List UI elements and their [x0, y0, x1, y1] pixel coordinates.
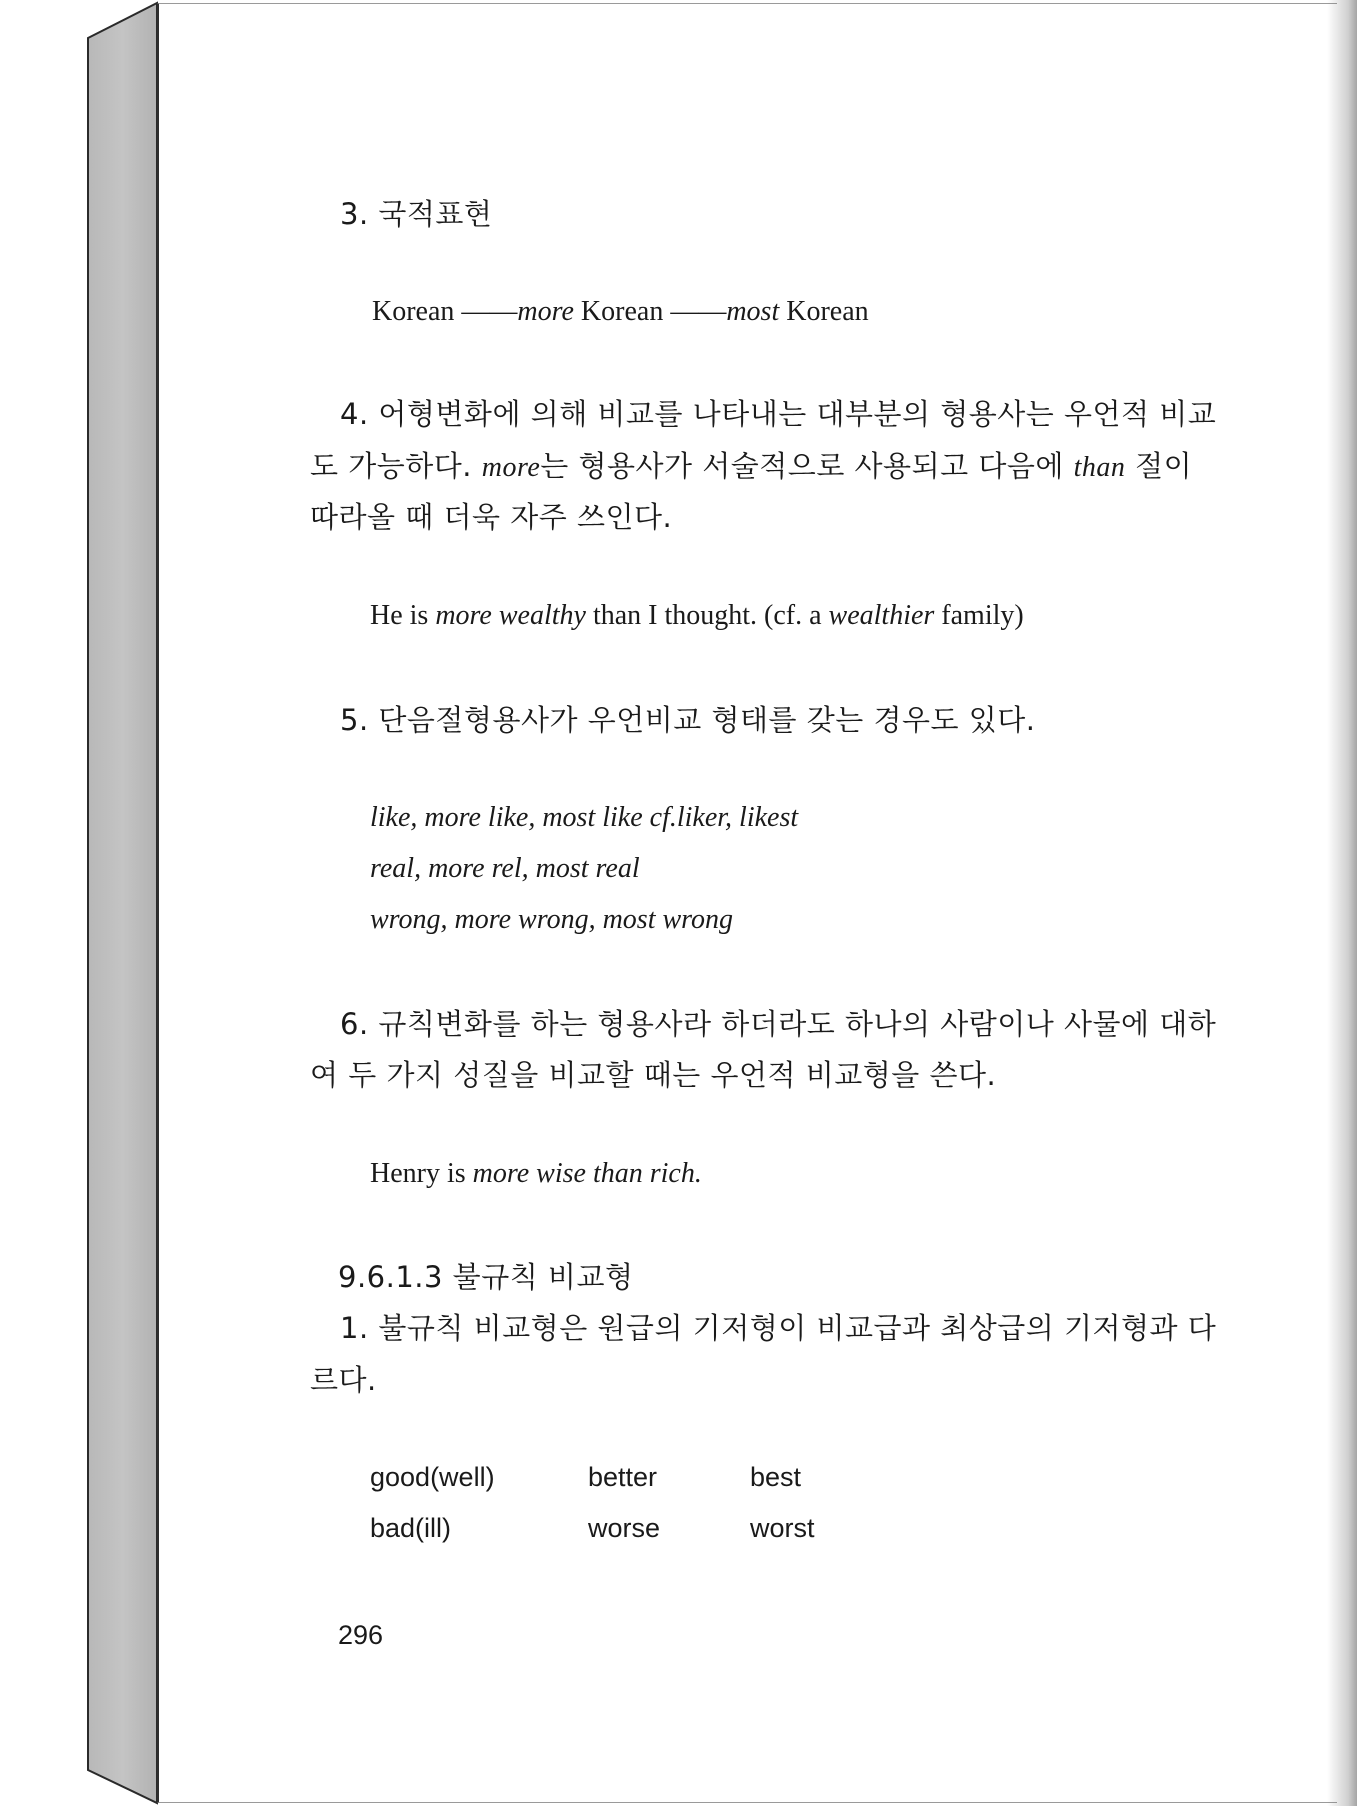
text-segment: 도 가능하다. [310, 449, 482, 483]
section-4-example [370, 602, 1024, 630]
example-word: Korean [580, 296, 664, 327]
section-5-row-1: like, more like, most like cf.liker, likest [370, 802, 799, 833]
section-4-line-2 [310, 449, 1193, 483]
section-5-row-2: real, more rel, most real [370, 853, 640, 884]
table-cell-positive: good(well) [370, 1462, 495, 1492]
example-dash: —— [461, 296, 518, 327]
example-word: Korean [372, 296, 455, 327]
subsection-heading: 9.6.1.3 불규칙 비교형 [338, 1260, 634, 1294]
table-cell-comparative: better [588, 1462, 658, 1492]
text-segment: Henry is [370, 1158, 473, 1189]
table-cell-superlative: best [750, 1462, 802, 1492]
table-cell-positive: bad(ill) [370, 1513, 452, 1543]
text-segment: than I thought. (cf. a [585, 600, 829, 631]
section-4-line-3: 따라올 때 더욱 자주 쓰인다. [310, 500, 673, 534]
section-5-row-3: wrong, more wrong, most wrong [370, 904, 734, 935]
example-word: Korean [786, 296, 869, 327]
table-cell-comparative: worse [588, 1513, 661, 1543]
subsection-line-2: 르다. [310, 1363, 377, 1397]
section-6-line-2: 여 두 가지 성질을 비교할 때는 우언적 비교형을 쓴다. [310, 1058, 997, 1092]
table-cell-superlative: worst [750, 1513, 815, 1543]
example-word-italic: more [517, 296, 574, 327]
page-number: 296 [338, 1620, 384, 1650]
text-italic-term: than [1073, 452, 1126, 483]
subsection-line-1: 1. 불규칙 비교형은 원급의 기저형이 비교급과 최상급의 기저형과 다 [340, 1311, 1217, 1345]
section-6-line-1: 6. 규칙변화를 하는 형용사라 하더라도 하나의 사람이나 사물에 대하 [340, 1007, 1217, 1041]
section-6-example [370, 1160, 702, 1188]
example-dash: —— [670, 296, 727, 327]
text-segment: family) [934, 600, 1024, 631]
text-italic-term: more wise than rich. [472, 1158, 702, 1189]
text-italic-term: wealthier [828, 600, 935, 631]
section-3-heading: 3. 국적표현 [340, 197, 493, 231]
text-italic-term: more [481, 452, 541, 483]
section-4-line-1: 4. 어형변화에 의해 비교를 나타내는 대부분의 형용사는 우언적 비교 [340, 397, 1217, 431]
section-3-example [372, 298, 869, 326]
section-5-heading: 5. 단음절형용사가 우언비교 형태를 갖는 경우도 있다. [340, 703, 1036, 737]
text-italic-term: more wealthy [435, 600, 586, 631]
text-segment: He is [370, 600, 436, 631]
example-word-italic: most [726, 296, 780, 327]
text-segment: 절이 [1125, 449, 1193, 483]
text-segment: 는 형용사가 서술적으로 사용되고 다음에 [540, 449, 1074, 483]
